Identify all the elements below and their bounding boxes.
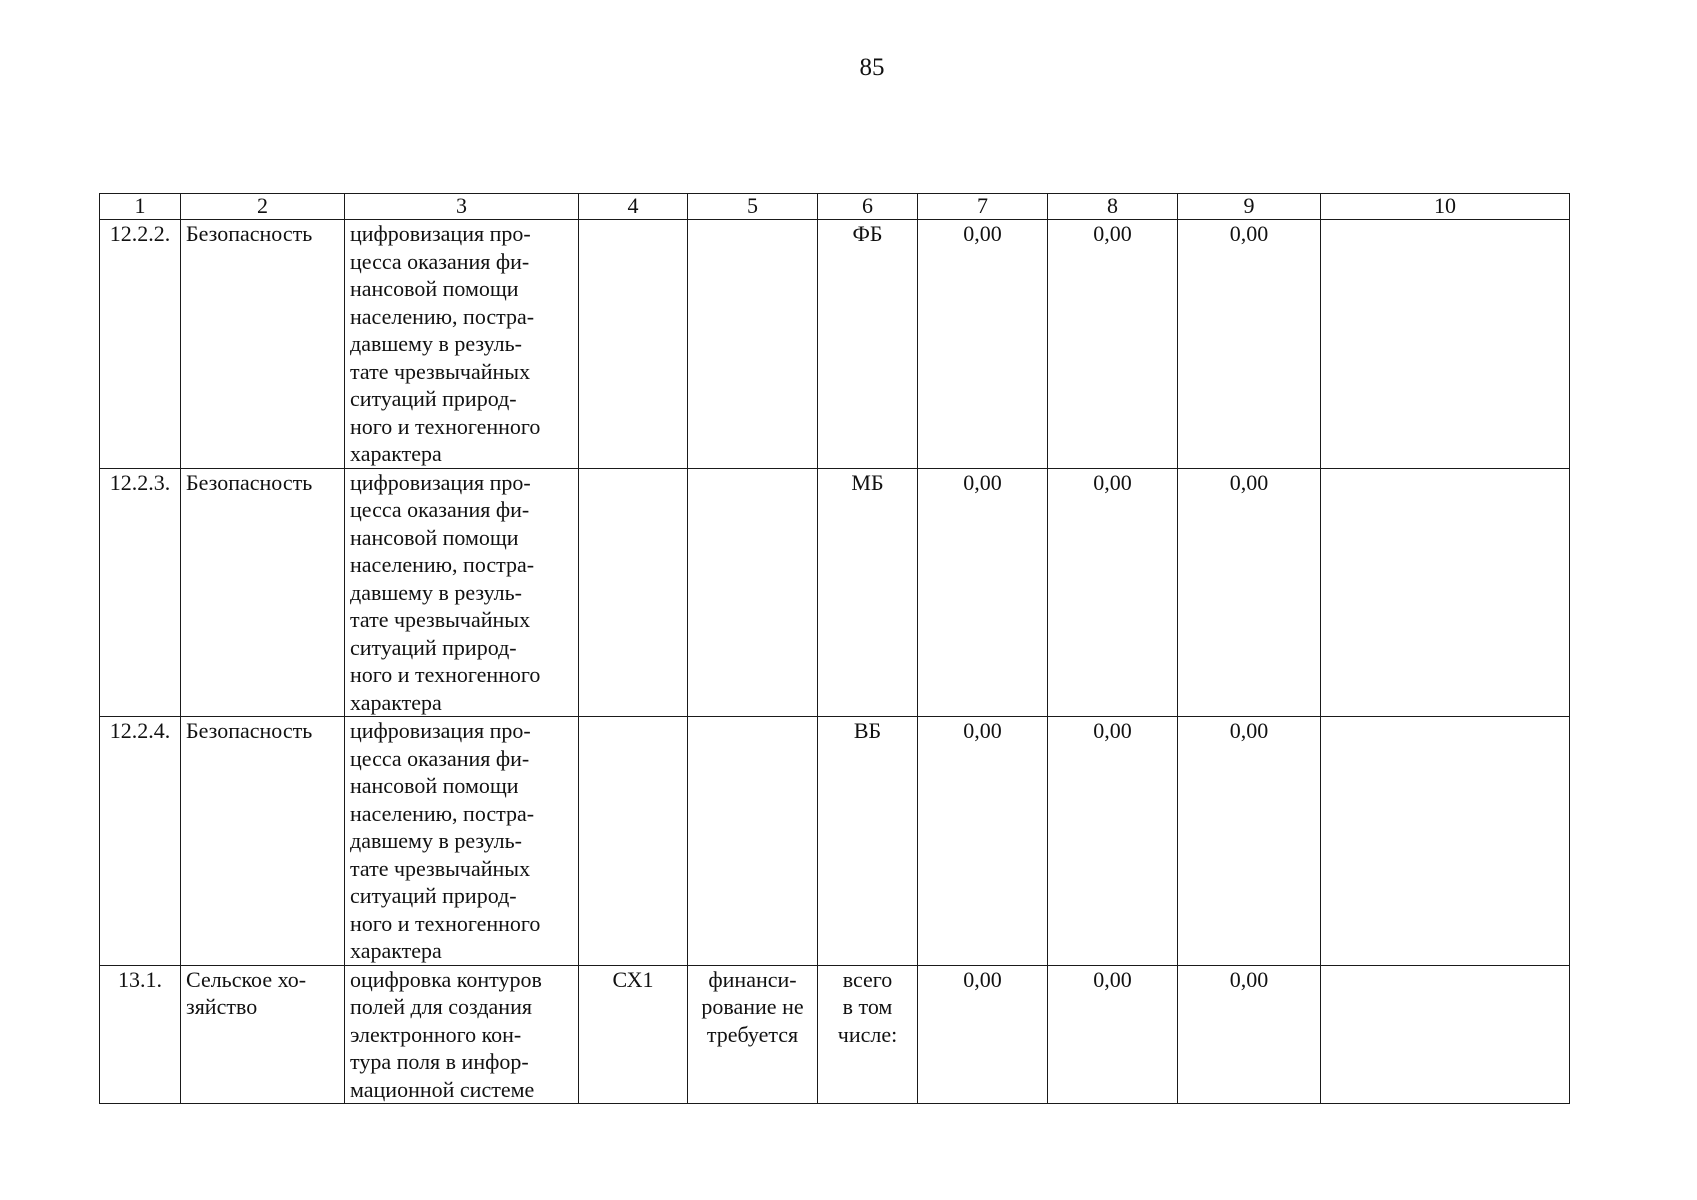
- cell-line: цифровизация про-: [350, 221, 531, 246]
- header-cell-5: 5: [688, 194, 818, 220]
- value-col9-cell: 0,00: [1178, 965, 1321, 1104]
- header-cell-3: 3: [345, 194, 579, 220]
- row-number-cell: 12.2.2.: [100, 220, 181, 469]
- value-col9-cell: 0,00: [1178, 220, 1321, 469]
- sphere-cell: Безопасность: [181, 220, 345, 469]
- cell-line: тате чрезвычайных: [350, 607, 531, 632]
- cell-line: цифровизация про-: [350, 718, 531, 743]
- source-cell: [818, 220, 918, 469]
- cell-line: ного и техногенного: [350, 662, 541, 687]
- header-cell-9: 9: [1178, 194, 1321, 220]
- financing-cell: [688, 965, 818, 1104]
- cell-line: ВБ: [853, 718, 882, 743]
- value-col10-cell: [1321, 220, 1570, 469]
- source-cell: [818, 468, 918, 717]
- cell-line: тате чрезвычайных: [350, 358, 531, 384]
- cell-line: требуется: [706, 1021, 799, 1047]
- cell-line: цесса оказания фи-: [350, 248, 530, 274]
- table-row: [100, 468, 1570, 717]
- cell-line: ситуаций природ-: [350, 883, 517, 908]
- cell-line: ного и техногенного: [350, 413, 541, 439]
- value-col8-cell: 0,00: [1048, 220, 1178, 469]
- cell-line: ФБ: [852, 221, 883, 246]
- value-col7-cell: 0,00: [918, 468, 1048, 717]
- value-col9-cell: 0,00: [1178, 468, 1321, 717]
- cell-line: характера: [350, 938, 442, 963]
- cell-line: электронного кон-: [350, 1021, 522, 1047]
- header-cell-10: 10: [1321, 194, 1570, 220]
- financing-cell: [688, 468, 818, 717]
- code-cell: [579, 468, 688, 717]
- description-cell: [345, 468, 579, 717]
- table-body: [100, 220, 1570, 1104]
- cell-line: давшему в резуль-: [350, 579, 522, 605]
- financing-cell: [688, 220, 818, 469]
- cell-line: мационной системе: [350, 1076, 535, 1102]
- value-col9-cell: 0,00: [1178, 717, 1321, 966]
- header-cell-7: 7: [918, 194, 1048, 220]
- row-number-cell: 12.2.3.: [100, 468, 181, 717]
- value-col7-cell: 0,00: [918, 717, 1048, 966]
- cell-line: финанси-: [708, 966, 797, 992]
- header-cell-2: 2: [181, 194, 345, 220]
- description-cell: [345, 220, 579, 469]
- cell-line: населению, постра-: [350, 303, 535, 329]
- value-col8-cell: 0,00: [1048, 965, 1178, 1104]
- value-col8-cell: 0,00: [1048, 468, 1178, 717]
- cell-line: тате чрезвычайных: [350, 855, 531, 881]
- cell-line: давшему в резуль-: [350, 331, 522, 356]
- cell-line: характера: [350, 441, 442, 466]
- source-cell: [818, 965, 918, 1104]
- header-cell-4: 4: [579, 194, 688, 220]
- cell-line: оцифровка контуров: [350, 966, 542, 992]
- table-row: [100, 965, 1570, 1104]
- code-cell: [579, 220, 688, 469]
- value-col10-cell: [1321, 468, 1570, 717]
- cell-line: рование не: [701, 994, 804, 1019]
- cell-line: нансовой помощи: [350, 773, 519, 798]
- cell-line: населению, постра-: [350, 552, 535, 577]
- row-number-cell: 12.2.4.: [100, 717, 181, 966]
- page-number: 85: [859, 54, 885, 81]
- program-table: [99, 193, 1570, 1104]
- cell-line: характера: [350, 689, 442, 715]
- sphere-cell: Безопасность: [181, 468, 345, 717]
- code-cell: СХ1: [579, 965, 688, 1104]
- row-number-cell: 13.1.: [100, 965, 181, 1104]
- cell-line: ситуаций природ-: [350, 634, 517, 660]
- cell-line: цесса оказания фи-: [350, 745, 530, 771]
- cell-line: ного и техногенного: [350, 910, 541, 936]
- code-cell: [579, 717, 688, 966]
- sphere-cell: Безопасность: [181, 717, 345, 966]
- cell-line: всего: [842, 966, 893, 992]
- sphere-cell: [181, 965, 345, 1104]
- header-cell-1: 1: [100, 194, 181, 220]
- source-cell: [818, 717, 918, 966]
- value-col7-cell: 0,00: [918, 965, 1048, 1104]
- header-row: [100, 194, 1570, 220]
- value-col8-cell: 0,00: [1048, 717, 1178, 966]
- table-row: [100, 220, 1570, 469]
- cell-line: цифровизация про-: [350, 469, 531, 495]
- value-col10-cell: [1321, 965, 1570, 1104]
- description-cell: [345, 965, 579, 1104]
- cell-line: тура поля в инфор-: [350, 1049, 529, 1074]
- description-cell: [345, 717, 579, 966]
- value-col7-cell: 0,00: [918, 220, 1048, 469]
- cell-line: МБ: [851, 469, 884, 495]
- cell-line: полей для создания: [350, 994, 532, 1019]
- cell-line: населению, постра-: [350, 800, 535, 826]
- cell-line: в том: [842, 994, 893, 1019]
- cell-line: нансовой помощи: [350, 524, 519, 550]
- value-col10-cell: [1321, 717, 1570, 966]
- table-row: [100, 717, 1570, 966]
- cell-line: давшему в резуль-: [350, 828, 522, 853]
- cell-line: цесса оказания фи-: [350, 497, 530, 522]
- cell-line: ситуаций природ-: [350, 386, 517, 411]
- header-cell-6: 6: [818, 194, 918, 220]
- header-cell-8: 8: [1048, 194, 1178, 220]
- cell-line: зяйство: [186, 994, 258, 1019]
- cell-line: числе:: [837, 1021, 898, 1047]
- financing-cell: [688, 717, 818, 966]
- cell-line: нансовой помощи: [350, 276, 519, 301]
- cell-line: Сельское хо-: [186, 966, 307, 992]
